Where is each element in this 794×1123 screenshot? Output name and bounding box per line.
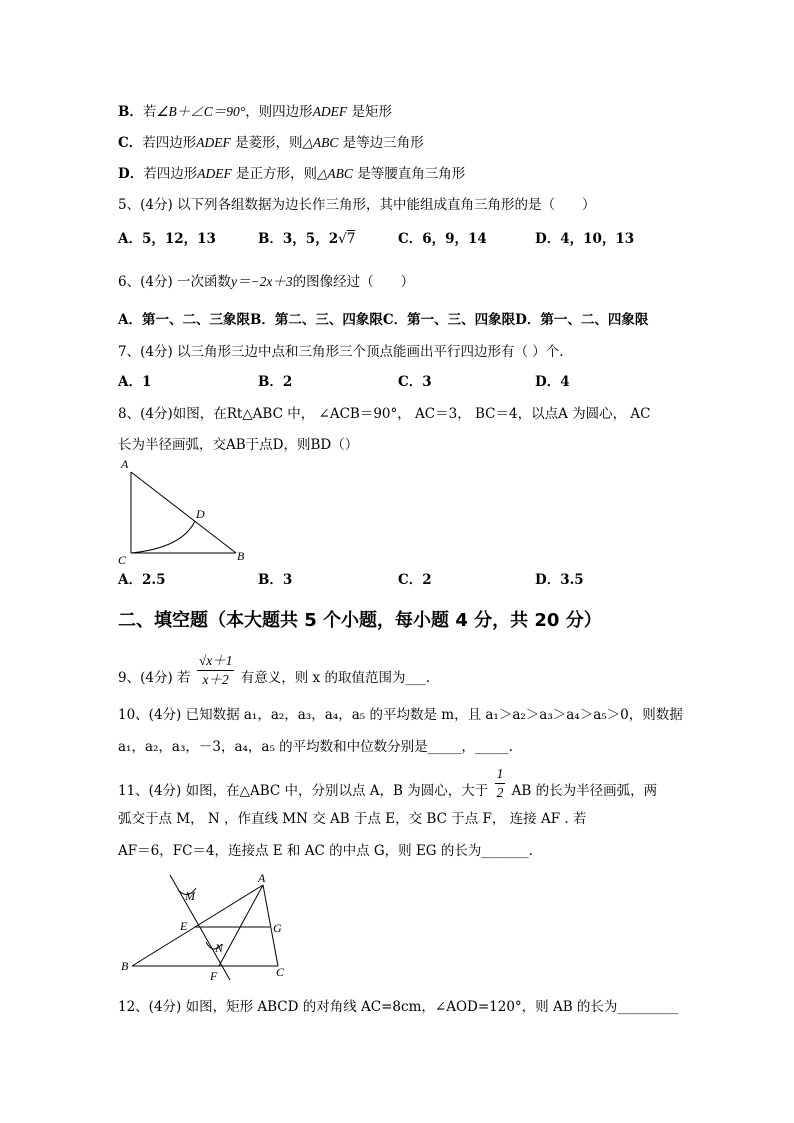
q11-label-n: N xyxy=(215,941,224,955)
q8-line1: 8、(4分)如图，在Rt△ABC 中， ∠ACB＝90°， AC＝3， BC＝4，以点A 为圆心， AC xyxy=(118,406,651,422)
q10-line2: a₁，a₂，a₃，－3，a₄，a₅ 的平均数和中位数分别是_____，_____. xyxy=(118,739,513,755)
q8-option-d: D．3.5 xyxy=(535,572,584,588)
q10-line1: 10、(4分) 已知数据 a₁，a₂，a₃，a₄，a₅ 的平均数是 m，且 a₁＞a₂＞a₃＞a₄＞a₅＞0，则数据 xyxy=(118,707,683,723)
section-2-title: 二、填空题（本大题共 5 个小题，每小题 4 分，共 20 分） xyxy=(118,610,602,631)
q5-option-c: C．6，9，14 xyxy=(398,231,487,247)
q8-option-c: C．2 xyxy=(398,572,432,588)
q8-label-b: B xyxy=(237,549,245,563)
q11-segment-af xyxy=(219,885,263,966)
q9: 9、(4分) 若 $\frac{√x+1}{x+2}$ 有意义，则 x 的取值范围为___. xyxy=(118,653,431,687)
q11-figure xyxy=(118,870,298,985)
q11-line1: 11、(4分) 如图，在△ABC 中，分别以点 A，B 为圆心，大于 $\frac{1}{2}$ AB 的长为半径画弧，两 xyxy=(118,766,658,800)
q11-label-a: A xyxy=(258,871,266,885)
q5-option-b: B．3，5，2√7 xyxy=(258,231,356,247)
q11-label-c: C xyxy=(276,965,285,979)
q11-label-f: F xyxy=(210,969,218,983)
q7-option-a: A．1 xyxy=(118,374,152,390)
q4-option-c: C．若四边形ADEF 是菱形，则△ABC 是等边三角形 xyxy=(118,135,424,151)
q4-option-d: D．若四边形ADEF 是正方形，则△ABC 是等腰直角三角形 xyxy=(118,166,466,182)
q8-label-a: A xyxy=(121,457,129,471)
q8-option-b: B．3 xyxy=(258,572,293,588)
q11-label-b: B xyxy=(121,959,129,973)
q4-option-b: B．若∠B＋∠C＝90°，则四边形ADEF 是矩形 xyxy=(118,104,392,120)
q11-line2: 弧交于点 M， N ，作直线 MN 交 AB 于点 E，交 BC 于点 F， 连接 AF . 若 xyxy=(118,811,587,827)
q7-option-c: C．3 xyxy=(398,374,432,390)
q8-option-a: A．2.5 xyxy=(118,572,166,588)
q5-option-d: D．4，10，13 xyxy=(535,231,635,247)
q5-option-a: A．5，12，13 xyxy=(118,231,216,247)
q11-line3: AF＝6，FC＝4，连接点 E 和 AC 的中点 G，则 EG 的长为_______. xyxy=(118,843,533,859)
q11-side-ab xyxy=(132,885,263,966)
q7-stem: 7、(4分) 以三角形三边中点和三角形三个顶点能画出平行四边形有（ ）个. xyxy=(118,344,564,360)
q8-side-ab xyxy=(131,472,236,553)
q6-options: A．第一、二、三象限B．第二、三、四象限C．第一、三、四象限D．第一、二、四象限 xyxy=(118,312,649,328)
q11-label-g: G xyxy=(273,921,282,935)
q8-line2: 长为半径画弧，交AB于点D，则BD（） xyxy=(118,437,359,453)
q7-option-d: D．4 xyxy=(535,374,570,390)
q11-label-m: M xyxy=(185,889,195,903)
q11-label-e: E xyxy=(180,919,188,933)
q8-arc xyxy=(131,521,195,553)
q8-figure xyxy=(112,456,262,571)
q8-label-d: D xyxy=(196,507,205,521)
q12: 12、(4分) 如图，矩形 ABCD 的对角线 AC=8cm，∠AOD=120°，则 AB 的长为_________ xyxy=(118,999,679,1015)
q6-stem: 6、(4分) 一次函数y＝−2x＋3的图像经过（ ） xyxy=(118,274,415,290)
q8-label-c: C xyxy=(118,553,127,567)
q7-option-b: B．2 xyxy=(258,374,293,390)
q5-stem: 5、(4分) 以下列各组数据为边长作三角形，其中能组成直角三角形的是（ ） xyxy=(118,197,596,213)
